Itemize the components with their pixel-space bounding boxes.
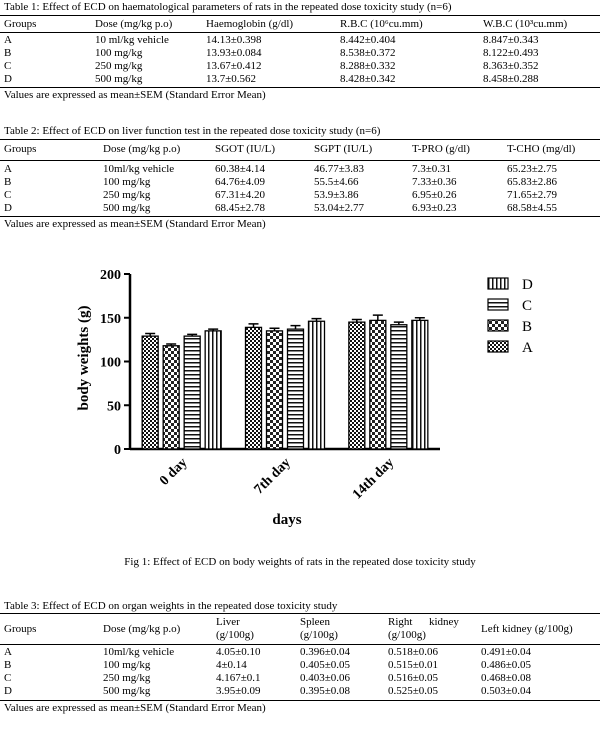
- table-cell: 8.458±0.288: [483, 73, 539, 85]
- legend-swatch-b: [488, 320, 508, 331]
- table1-header-wbc: W.B.C (10³cu.mm): [483, 18, 568, 30]
- bar-b: [267, 331, 283, 449]
- table-cell: 0.403±0.06: [300, 672, 351, 684]
- table-cell: 55.5±4.66: [314, 176, 359, 188]
- table3-header-right-kidney: Right kidney: [388, 616, 459, 628]
- table1-header-groups: Groups: [4, 18, 37, 30]
- table-cell: 500 mg/kg: [95, 73, 143, 85]
- table2-header-sgot: SGOT (IU/L): [215, 143, 275, 155]
- y-tick-label: 0: [114, 443, 121, 458]
- table1-top-rule: [0, 15, 600, 16]
- table-cell: 100 mg/kg: [103, 659, 151, 671]
- table-cell: 8.363±0.352: [483, 60, 539, 72]
- table3-footnote: Values are expressed as mean±SEM (Standard Error Mean): [4, 702, 266, 714]
- legend-label-b: B: [522, 319, 533, 335]
- legend-label-c: C: [522, 298, 533, 314]
- table-cell: 60.38±4.14: [215, 163, 266, 175]
- bar-c: [288, 329, 304, 449]
- table1-header-rbc: R.B.C (10⁶cu.mm): [340, 18, 423, 30]
- table-cell: A: [4, 34, 12, 46]
- table-cell: C: [4, 672, 12, 684]
- x-tick-label: 7th day: [251, 455, 294, 498]
- table-cell: 7.3±0.31: [412, 163, 452, 175]
- table-cell: D: [4, 685, 12, 697]
- x-axis-label: days: [272, 512, 302, 528]
- table-cell: 53.04±2.77: [314, 202, 365, 214]
- table-cell: 4.167±0.1: [216, 672, 261, 684]
- table-cell: 71.65±2.79: [507, 189, 558, 201]
- table-cell: 8.288±0.332: [340, 60, 396, 72]
- y-tick-label: 50: [107, 399, 121, 415]
- table-cell: 0.525±0.05: [388, 685, 439, 697]
- table-cell: 68.45±2.78: [215, 202, 266, 214]
- table3-top-rule: [0, 613, 600, 614]
- table2-header-tcho: T-CHO (mg/dl): [507, 143, 576, 155]
- table1-caption: Table 1: Effect of ECD on haematological parameters of rats in the repeated dose toxicity study (n=6): [4, 1, 452, 13]
- table3-header-spleen: Spleen: [300, 616, 330, 628]
- table2-header-dose: Dose (mg/kg p.o): [103, 143, 181, 155]
- table-cell: 10 ml/kg vehicle: [95, 34, 169, 46]
- table-cell: 250 mg/kg: [103, 672, 151, 684]
- table3-header-spleen-unit: (g/100g): [300, 629, 338, 641]
- table3-header-right-kidney-unit: (g/100g): [388, 629, 426, 641]
- table-cell: 0.486±0.05: [481, 659, 532, 671]
- table-cell: 0.491±0.04: [481, 646, 532, 658]
- table1-header-dose: Dose (mg/kg p.o): [95, 18, 173, 30]
- table-cell: 67.31±4.20: [215, 189, 266, 201]
- y-axis-label: body weights (g): [76, 305, 92, 411]
- table-cell: B: [4, 47, 12, 59]
- x-tick-label: 14th day: [349, 455, 398, 503]
- table-cell: 0.396±0.04: [300, 646, 351, 658]
- table-cell: C: [4, 60, 12, 72]
- bar-d: [205, 331, 221, 449]
- table-cell: 100 mg/kg: [103, 176, 151, 188]
- table1-bottom-rule: [0, 87, 600, 88]
- table-cell: D: [4, 202, 12, 214]
- bar-d: [309, 321, 325, 449]
- table3-header-dose: Dose (mg/kg p.o): [103, 623, 181, 635]
- table3-header-left-kidney: Left kidney (g/100g): [481, 623, 573, 635]
- table3-header-groups: Groups: [4, 623, 37, 635]
- bar-c: [184, 336, 200, 449]
- table-cell: 6.95±0.26: [412, 189, 457, 201]
- table-cell: 0.518±0.06: [388, 646, 439, 658]
- table-cell: 68.58±4.55: [507, 202, 558, 214]
- table-cell: B: [4, 659, 12, 671]
- bar-a: [349, 322, 365, 449]
- bar-c: [391, 325, 407, 449]
- table-cell: 500 mg/kg: [103, 685, 151, 697]
- table2-header-tpro: T-PRO (g/dl): [412, 143, 470, 155]
- table-cell: 0.395±0.08: [300, 685, 351, 697]
- table-cell: 100 mg/kg: [95, 47, 143, 59]
- table-cell: 13.93±0.084: [206, 47, 262, 59]
- table-cell: C: [4, 189, 12, 201]
- table3-header-rule: [0, 644, 600, 645]
- table-cell: 3.95±0.09: [216, 685, 261, 697]
- table-cell: 10ml/kg vehicle: [103, 646, 175, 658]
- table-cell: 8.122±0.493: [483, 47, 539, 59]
- legend-label-d: D: [522, 277, 533, 293]
- table-cell: 0.405±0.05: [300, 659, 351, 671]
- bar-d: [412, 320, 428, 449]
- legend-label-a: A: [522, 340, 533, 356]
- table-cell: A: [4, 646, 12, 658]
- y-tick-label: 200: [100, 268, 121, 283]
- x-tick-label: 0 day: [157, 455, 191, 489]
- bar-b: [370, 320, 386, 449]
- table-cell: 250 mg/kg: [103, 189, 151, 201]
- table-cell: A: [4, 163, 12, 175]
- y-tick-label: 100: [100, 355, 121, 371]
- table-cell: 7.33±0.36: [412, 176, 457, 188]
- y-tick-label: 150: [100, 311, 121, 327]
- table-cell: 8.442±0.404: [340, 34, 396, 46]
- table2-header-rule: [0, 160, 600, 161]
- legend-swatch-a: [488, 341, 508, 352]
- table2-header-groups: Groups: [4, 143, 37, 155]
- table2-caption: Table 2: Effect of ECD on liver function test in the repeated dose toxicity study (n=6): [4, 125, 381, 137]
- table3-bottom-rule: [0, 700, 600, 701]
- table-cell: 64.76±4.09: [215, 176, 266, 188]
- table-cell: 8.538±0.372: [340, 47, 396, 59]
- table-cell: 0.468±0.08: [481, 672, 532, 684]
- table1-header-rule: [0, 32, 600, 33]
- table-cell: 13.7±0.562: [206, 73, 257, 85]
- table-cell: 10ml/kg vehicle: [103, 163, 175, 175]
- table-cell: 0.516±0.05: [388, 672, 439, 684]
- table-cell: 250 mg/kg: [95, 60, 143, 72]
- table-cell: 0.503±0.04: [481, 685, 532, 697]
- table-cell: B: [4, 176, 12, 188]
- table2-footnote: Values are expressed as mean±SEM (Standard Error Mean): [4, 218, 266, 230]
- legend-swatch-d: [488, 278, 508, 289]
- bar-a: [142, 336, 158, 449]
- table2-header-sgpt: SGPT (IU/L): [314, 143, 373, 155]
- table-cell: 46.77±3.83: [314, 163, 365, 175]
- table-cell: 8.847±0.343: [483, 34, 539, 46]
- table3-header-liver: Liver: [216, 616, 240, 628]
- table-cell: 13.67±0.412: [206, 60, 262, 72]
- table1-footnote: Values are expressed as mean±SEM (Standard Error Mean): [4, 89, 266, 101]
- table-cell: 4±0.14: [216, 659, 247, 671]
- table2-top-rule: [0, 139, 600, 140]
- table-cell: 0.515±0.01: [388, 659, 439, 671]
- bar-b: [163, 346, 179, 449]
- figure-caption: Fig 1: Effect of ECD on body weights of rats in the repeated dose toxicity study: [124, 556, 476, 568]
- table1-header-haemoglobin: Haemoglobin (g/dl): [206, 18, 294, 30]
- table-cell: 6.93±0.23: [412, 202, 457, 214]
- table3-caption: Table 3: Effect of ECD on organ weights in the repeated dose toxicity study: [4, 600, 338, 612]
- table-cell: 65.83±2.86: [507, 176, 558, 188]
- chart-legend: [488, 277, 533, 356]
- table-cell: D: [4, 73, 12, 85]
- table-cell: 65.23±2.75: [507, 163, 558, 175]
- table-cell: 4.05±0.10: [216, 646, 261, 658]
- table2-bottom-rule: [0, 216, 600, 217]
- chart-bars: [142, 315, 428, 449]
- table-cell: 8.428±0.342: [340, 73, 396, 85]
- body-weight-bar-chart: [0, 258, 600, 538]
- table-cell: 53.9±3.86: [314, 189, 359, 201]
- table3-header-liver-unit: (g/100g): [216, 629, 254, 641]
- bar-a: [246, 327, 262, 449]
- table-cell: 14.13±0.398: [206, 34, 262, 46]
- table-cell: 500 mg/kg: [103, 202, 151, 214]
- legend-swatch-c: [488, 299, 508, 310]
